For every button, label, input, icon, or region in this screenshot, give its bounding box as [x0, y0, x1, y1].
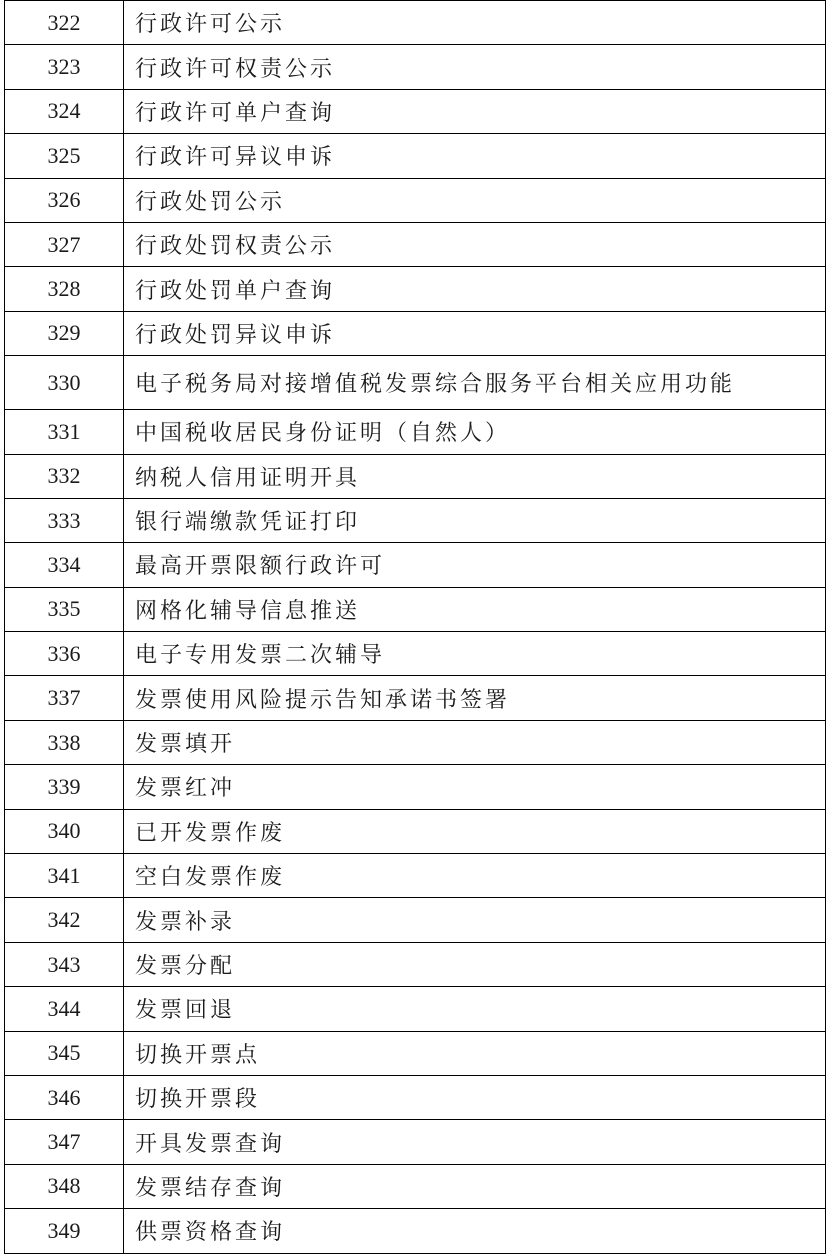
- row-name: 电子专用发票二次辅导: [124, 632, 826, 676]
- table-row: [5, 987, 826, 1031]
- table-row: [5, 45, 826, 89]
- row-name: 最高开票限额行政许可: [124, 543, 826, 587]
- row-number: 323: [5, 45, 124, 89]
- table-row: [5, 1075, 826, 1119]
- table-row: [5, 498, 826, 542]
- row-number: 336: [5, 632, 124, 676]
- row-name: 发票填开: [124, 720, 826, 764]
- table-row: [5, 632, 826, 676]
- row-number: 345: [5, 1031, 124, 1075]
- row-name: 行政处罚公示: [124, 178, 826, 222]
- table-row: [5, 410, 826, 454]
- table-row: [5, 765, 826, 809]
- row-name: 纳税人信用证明开具: [124, 454, 826, 498]
- table-row: [5, 543, 826, 587]
- table-row: [5, 720, 826, 764]
- row-number: 338: [5, 720, 124, 764]
- service-list-table: [4, 0, 826, 1254]
- row-number: 326: [5, 178, 124, 222]
- row-name: 发票红冲: [124, 765, 826, 809]
- row-number: 348: [5, 1164, 124, 1208]
- row-name: 切换开票点: [124, 1031, 826, 1075]
- row-number: 331: [5, 410, 124, 454]
- table-row: [5, 1120, 826, 1164]
- row-name: 行政处罚单户查询: [124, 267, 826, 311]
- table-row: [5, 942, 826, 986]
- row-name: 行政处罚权责公示: [124, 222, 826, 266]
- table-row: [5, 854, 826, 898]
- row-name: 供票资格查询: [124, 1209, 826, 1253]
- row-name: 发票分配: [124, 942, 826, 986]
- table-row: [5, 809, 826, 853]
- row-number: 342: [5, 898, 124, 942]
- row-name: 行政许可单户查询: [124, 89, 826, 133]
- table-row: [5, 134, 826, 178]
- row-name: 发票补录: [124, 898, 826, 942]
- row-number: 325: [5, 134, 124, 178]
- row-number: 346: [5, 1075, 124, 1119]
- table-row: [5, 454, 826, 498]
- row-number: 327: [5, 222, 124, 266]
- table-row: [5, 178, 826, 222]
- row-number: 347: [5, 1120, 124, 1164]
- row-number: 328: [5, 267, 124, 311]
- table-row: [5, 1, 826, 45]
- table-row: [5, 356, 826, 410]
- row-name: 切换开票段: [124, 1075, 826, 1119]
- table-row: [5, 676, 826, 720]
- table-row: [5, 587, 826, 631]
- row-name: 中国税收居民身份证明（自然人）: [124, 410, 826, 454]
- table-row: [5, 267, 826, 311]
- table-row: [5, 89, 826, 133]
- row-name: 发票回退: [124, 987, 826, 1031]
- row-name: 发票使用风险提示告知承诺书签署: [124, 676, 826, 720]
- row-number: 334: [5, 543, 124, 587]
- row-name: 行政许可公示: [124, 1, 826, 45]
- row-number: 349: [5, 1209, 124, 1253]
- table-row: [5, 898, 826, 942]
- row-number: 339: [5, 765, 124, 809]
- table-body: [5, 1, 826, 1254]
- row-number: 341: [5, 854, 124, 898]
- row-number: 344: [5, 987, 124, 1031]
- row-name: 发票结存查询: [124, 1164, 826, 1208]
- row-number: 343: [5, 942, 124, 986]
- row-number: 324: [5, 89, 124, 133]
- row-number: 335: [5, 587, 124, 631]
- row-number: 337: [5, 676, 124, 720]
- table-row: [5, 311, 826, 355]
- row-number: 340: [5, 809, 124, 853]
- table-row: [5, 1164, 826, 1208]
- row-name: 网格化辅导信息推送: [124, 587, 826, 631]
- row-name: 电子税务局对接增值税发票综合服务平台相关应用功能: [124, 356, 826, 410]
- row-number: 322: [5, 1, 124, 45]
- table-row: [5, 1209, 826, 1253]
- row-name: 行政许可异议申诉: [124, 134, 826, 178]
- row-number: 333: [5, 498, 124, 542]
- row-name: 开具发票查询: [124, 1120, 826, 1164]
- row-number: 330: [5, 356, 124, 410]
- row-name: 空白发票作废: [124, 854, 826, 898]
- table-row: [5, 1031, 826, 1075]
- table-row: [5, 222, 826, 266]
- row-number: 329: [5, 311, 124, 355]
- row-name: 行政许可权责公示: [124, 45, 826, 89]
- row-number: 332: [5, 454, 124, 498]
- row-name: 行政处罚异议申诉: [124, 311, 826, 355]
- row-name: 已开发票作废: [124, 809, 826, 853]
- service-list-table-wrapper: [4, 0, 826, 1254]
- row-name: 银行端缴款凭证打印: [124, 498, 826, 542]
